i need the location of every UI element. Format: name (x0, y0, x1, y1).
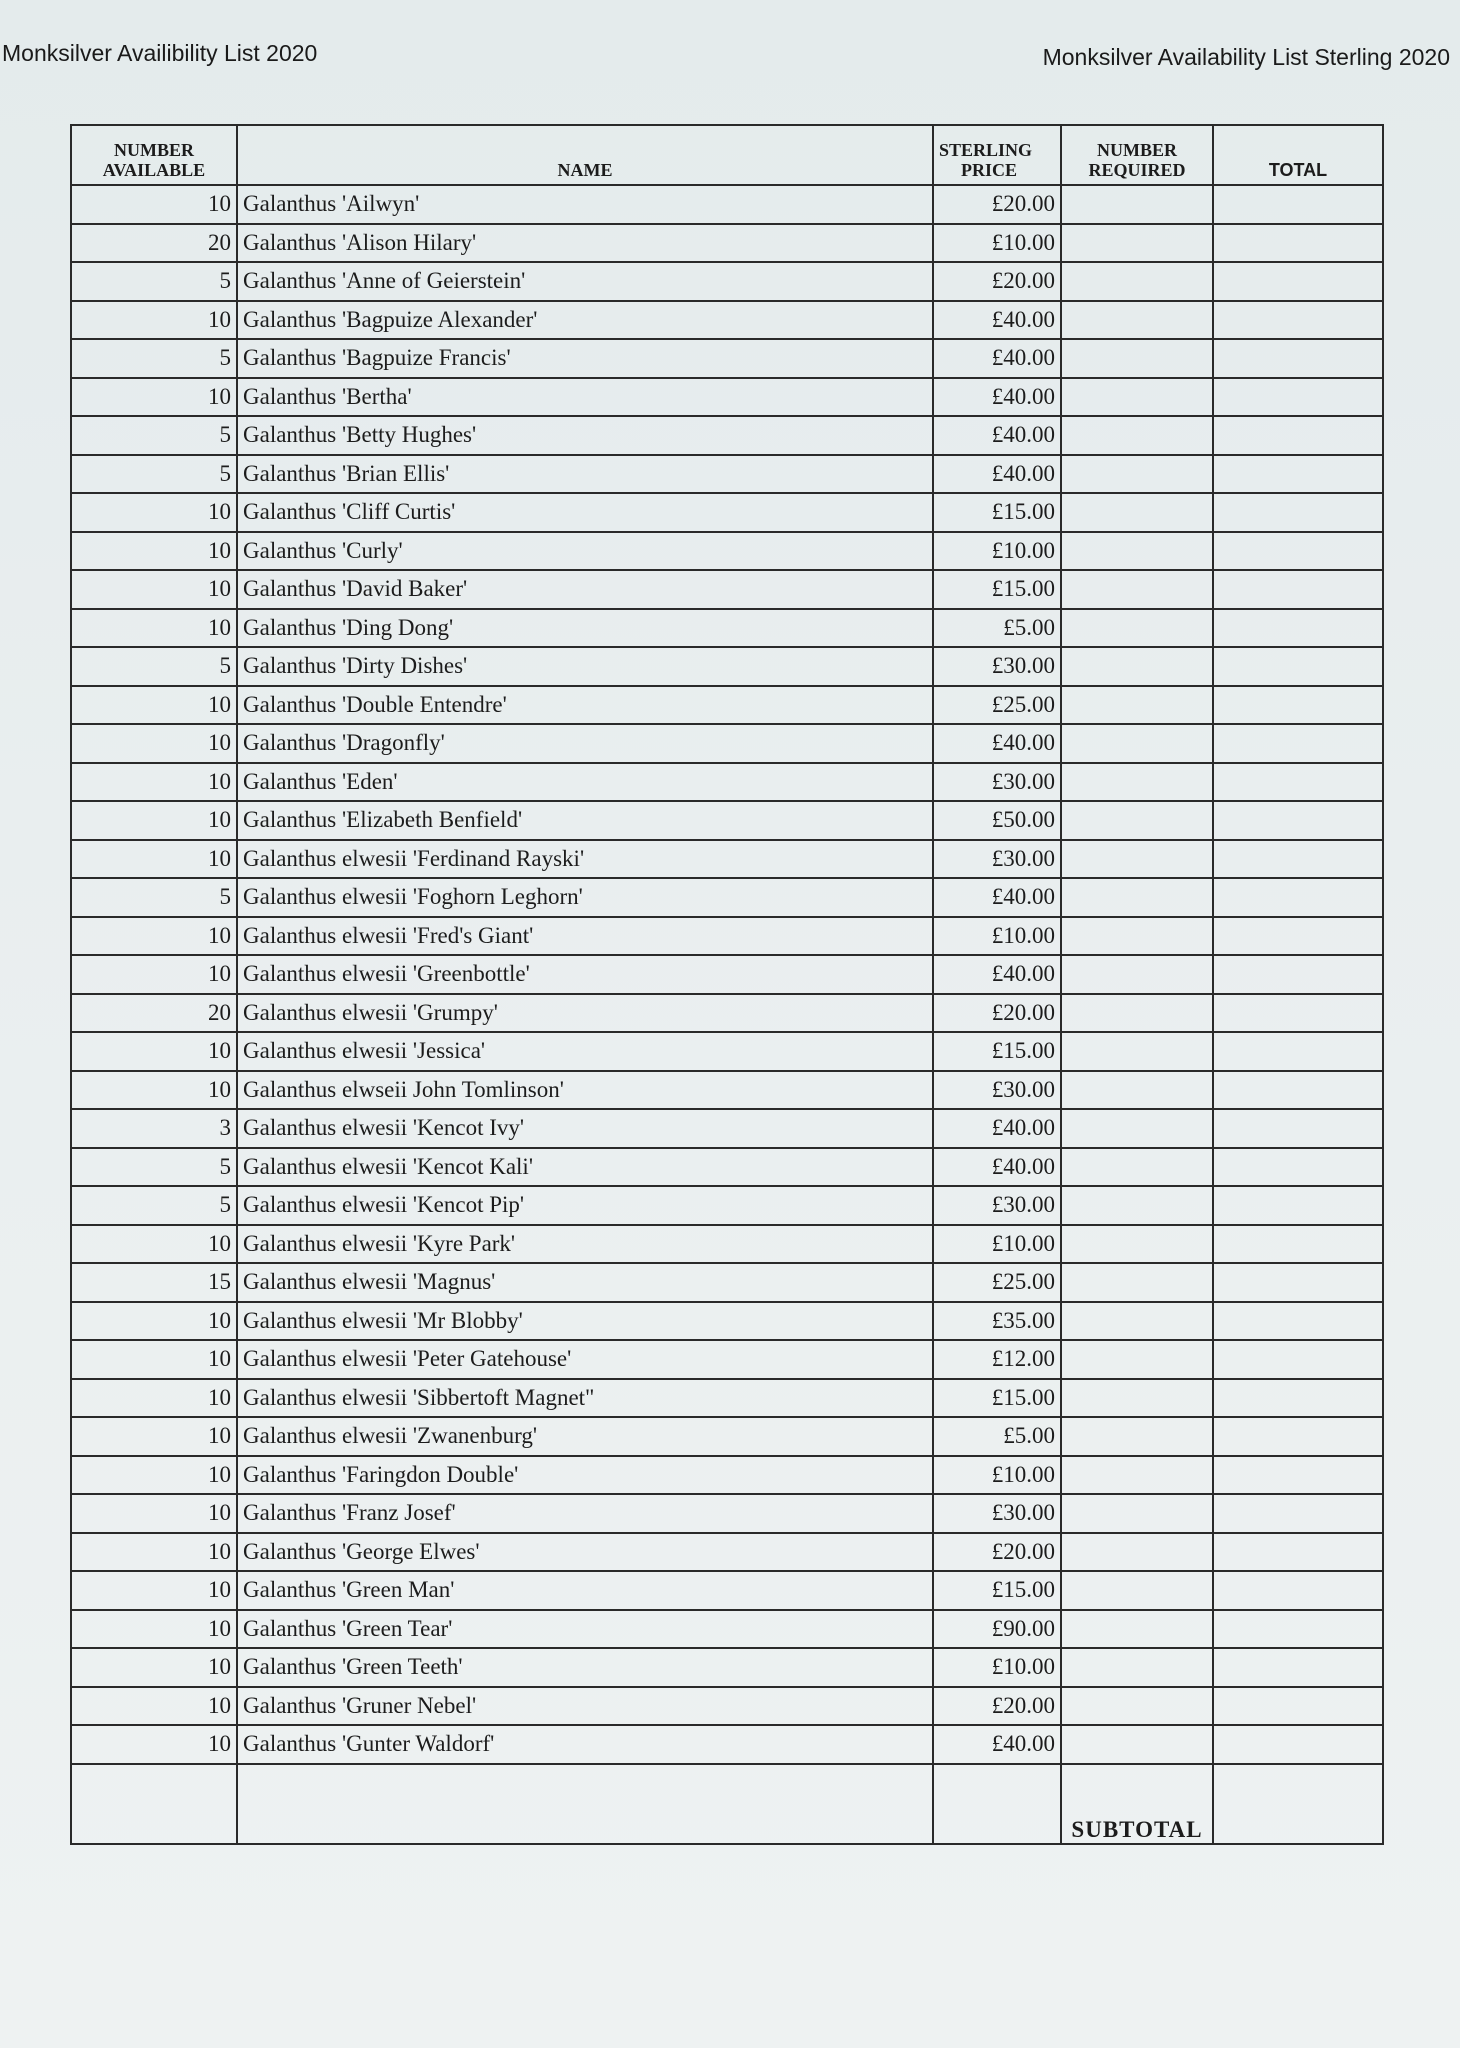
column-header-total (1213, 125, 1383, 185)
table-row (71, 1725, 1383, 1764)
cell-number-required[interactable] (1061, 262, 1213, 301)
cell-plant-name: Galanthus elwesii 'Magnus' (237, 1263, 933, 1302)
cell-sterling-price: £40.00 (933, 455, 1061, 494)
table-row (71, 724, 1383, 763)
cell-number-required[interactable] (1061, 609, 1213, 648)
cell-total (1213, 416, 1383, 455)
cell-plant-name: Galanthus 'Double Entendre' (237, 686, 933, 725)
cell-sterling-price: £40.00 (933, 1148, 1061, 1187)
cell-plant-name: Galanthus 'Alison Hilary' (237, 224, 933, 263)
cell-plant-name: Galanthus 'Eden' (237, 763, 933, 802)
cell-plant-name: Galanthus 'Bagpuize Alexander' (237, 301, 933, 340)
cell-number-required[interactable] (1061, 224, 1213, 263)
cell-plant-name: Galanthus 'Green Teeth' (237, 1648, 933, 1687)
cell-plant-name: Galanthus 'Green Tear' (237, 1610, 933, 1649)
cell-total (1213, 994, 1383, 1033)
cell-number-available: 10 (71, 1610, 237, 1649)
cell-total (1213, 339, 1383, 378)
cell-number-required[interactable] (1061, 1340, 1213, 1379)
table-row (71, 647, 1383, 686)
cell-number-available: 10 (71, 1456, 237, 1495)
cell-number-available: 10 (71, 378, 237, 417)
cell-sterling-price: £10.00 (933, 1225, 1061, 1264)
column-header-number-available (71, 125, 237, 185)
cell-number-available: 10 (71, 1417, 237, 1456)
cell-number-available: 10 (71, 1071, 237, 1110)
table-row (71, 1186, 1383, 1225)
page-header-right: Monksilver Availability List Sterling 2020 (1042, 44, 1450, 70)
column-header-line: STERLING (939, 139, 1033, 160)
table-row (71, 185, 1383, 224)
cell-number-required[interactable] (1061, 1687, 1213, 1726)
cell-number-available: 5 (71, 878, 237, 917)
cell-total (1213, 801, 1383, 840)
cell-number-available: 5 (71, 455, 237, 494)
cell-sterling-price: £10.00 (933, 1648, 1061, 1687)
cell-sterling-price: £30.00 (933, 1494, 1061, 1533)
cell-number-required[interactable] (1061, 1225, 1213, 1264)
cell-number-required[interactable] (1061, 878, 1213, 917)
cell-total (1213, 1533, 1383, 1572)
cell-number-required[interactable] (1061, 1610, 1213, 1649)
table-row (71, 416, 1383, 455)
cell-total (1213, 1148, 1383, 1187)
cell-number-available: 10 (71, 686, 237, 725)
cell-total (1213, 378, 1383, 417)
cell-number-available: 10 (71, 532, 237, 571)
cell-plant-name: Galanthus 'George Elwes' (237, 1533, 933, 1572)
cell-sterling-price: £20.00 (933, 994, 1061, 1033)
cell-number-required[interactable] (1061, 840, 1213, 879)
cell-number-available: 5 (71, 1148, 237, 1187)
cell-sterling-price: £35.00 (933, 1302, 1061, 1341)
table-row (71, 1687, 1383, 1726)
cell-total (1213, 570, 1383, 609)
cell-sterling-price: £15.00 (933, 1379, 1061, 1418)
cell-number-required[interactable] (1061, 1648, 1213, 1687)
table-row (71, 301, 1383, 340)
cell-sterling-price: £30.00 (933, 763, 1061, 802)
table-row (71, 493, 1383, 532)
cell-total (1213, 763, 1383, 802)
cell-number-required[interactable] (1061, 801, 1213, 840)
table-row (71, 686, 1383, 725)
cell-plant-name: Galanthus 'Bertha' (237, 378, 933, 417)
cell-total (1213, 301, 1383, 340)
table-row (71, 840, 1383, 879)
cell-plant-name: Galanthus 'Brian Ellis' (237, 455, 933, 494)
cell-number-required[interactable] (1061, 1263, 1213, 1302)
cell-number-available: 10 (71, 763, 237, 802)
availability-table (70, 124, 1384, 1845)
cell-total (1213, 455, 1383, 494)
cell-number-available: 10 (71, 1032, 237, 1071)
cell-number-required[interactable] (1061, 1148, 1213, 1187)
cell-sterling-price: £15.00 (933, 1032, 1061, 1071)
cell-plant-name: Galanthus elwesii 'Foghorn Leghorn' (237, 878, 933, 917)
cell-plant-name: Galanthus elwesii 'Kyre Park' (237, 1225, 933, 1264)
cell-number-available: 10 (71, 609, 237, 648)
cell-total (1213, 1225, 1383, 1264)
cell-plant-name: Galanthus 'Anne of Geierstein' (237, 262, 933, 301)
cell-number-available: 10 (71, 1725, 237, 1764)
cell-total (1213, 647, 1383, 686)
cell-plant-name: Galanthus elwesii 'Grumpy' (237, 994, 933, 1033)
cell-total (1213, 1071, 1383, 1110)
cell-number-required[interactable] (1061, 1417, 1213, 1456)
subtotal-blank-cell (933, 1764, 1061, 1844)
subtotal-label: SUBTOTAL (1061, 1764, 1213, 1844)
table-body (71, 185, 1383, 1764)
cell-total (1213, 1109, 1383, 1148)
cell-sterling-price: £30.00 (933, 647, 1061, 686)
cell-total (1213, 1687, 1383, 1726)
cell-plant-name: Galanthus elwesii 'Jessica' (237, 1032, 933, 1071)
cell-number-available: 3 (71, 1109, 237, 1148)
cell-plant-name: Galanthus 'Cliff Curtis' (237, 493, 933, 532)
cell-plant-name: Galanthus elwesii 'Sibbertoft Magnet" (237, 1379, 933, 1418)
cell-total (1213, 1186, 1383, 1225)
cell-total (1213, 1340, 1383, 1379)
cell-sterling-price: £5.00 (933, 1417, 1061, 1456)
table-row (71, 1417, 1383, 1456)
cell-number-required[interactable] (1061, 763, 1213, 802)
cell-sterling-price: £15.00 (933, 570, 1061, 609)
cell-sterling-price: £20.00 (933, 1687, 1061, 1726)
cell-number-available: 10 (71, 955, 237, 994)
cell-number-required[interactable] (1061, 724, 1213, 763)
cell-sterling-price: £30.00 (933, 1186, 1061, 1225)
cell-number-required[interactable] (1061, 1032, 1213, 1071)
cell-number-required[interactable] (1061, 378, 1213, 417)
table-row (71, 224, 1383, 263)
cell-number-available: 10 (71, 570, 237, 609)
subtotal-blank-cell (71, 1764, 237, 1844)
cell-number-required[interactable] (1061, 1456, 1213, 1495)
cell-plant-name: Galanthus elwesii 'Ferdinand Rayski' (237, 840, 933, 879)
table-row (71, 532, 1383, 571)
cell-sterling-price: £40.00 (933, 1109, 1061, 1148)
cell-number-required[interactable] (1061, 455, 1213, 494)
cell-plant-name: Galanthus 'Green Man' (237, 1571, 933, 1610)
cell-sterling-price: £10.00 (933, 1456, 1061, 1495)
cell-sterling-price: £40.00 (933, 416, 1061, 455)
cell-number-required[interactable] (1061, 917, 1213, 956)
subtotal-value-cell[interactable] (1213, 1764, 1383, 1844)
column-header-line: NUMBER (114, 139, 194, 160)
table-row (71, 1148, 1383, 1187)
cell-plant-name: Galanthus 'Dragonfly' (237, 724, 933, 763)
cell-number-available: 5 (71, 262, 237, 301)
cell-sterling-price: £30.00 (933, 840, 1061, 879)
cell-sterling-price: £40.00 (933, 1725, 1061, 1764)
cell-sterling-price: £20.00 (933, 1533, 1061, 1572)
cell-number-required[interactable] (1061, 1186, 1213, 1225)
cell-sterling-price: £90.00 (933, 1610, 1061, 1649)
cell-total (1213, 609, 1383, 648)
table-row (71, 1648, 1383, 1687)
cell-sterling-price: £40.00 (933, 378, 1061, 417)
cell-total (1213, 1456, 1383, 1495)
cell-plant-name: Galanthus elwesii 'Kencot Kali' (237, 1148, 933, 1187)
cell-sterling-price: £40.00 (933, 301, 1061, 340)
cell-plant-name: Galanthus elwesii 'Peter Gatehouse' (237, 1340, 933, 1379)
cell-number-available: 5 (71, 416, 237, 455)
cell-number-available: 10 (71, 1687, 237, 1726)
cell-number-available: 5 (71, 1186, 237, 1225)
column-header-line: NAME (557, 160, 613, 181)
cell-number-required[interactable] (1061, 647, 1213, 686)
cell-total (1213, 262, 1383, 301)
cell-number-required[interactable] (1061, 994, 1213, 1033)
cell-plant-name: Galanthus 'Dirty Dishes' (237, 647, 933, 686)
cell-total (1213, 1494, 1383, 1533)
cell-sterling-price: £40.00 (933, 878, 1061, 917)
cell-plant-name: Galanthus elwesii 'Mr Blobby' (237, 1302, 933, 1341)
cell-plant-name: Galanthus 'Ailwyn' (237, 185, 933, 224)
cell-number-available: 10 (71, 1225, 237, 1264)
table-row (71, 339, 1383, 378)
cell-sterling-price: £50.00 (933, 801, 1061, 840)
cell-number-available: 15 (71, 1263, 237, 1302)
cell-plant-name: Galanthus elwesii 'Zwanenburg' (237, 1417, 933, 1456)
cell-number-required[interactable] (1061, 416, 1213, 455)
table-row (71, 1571, 1383, 1610)
table-row (71, 609, 1383, 648)
cell-number-required[interactable] (1061, 185, 1213, 224)
column-header-sterling-price (933, 125, 1061, 185)
cell-number-required[interactable] (1061, 301, 1213, 340)
cell-number-required[interactable] (1061, 1725, 1213, 1764)
cell-number-available: 10 (71, 724, 237, 763)
table-row (71, 1456, 1383, 1495)
cell-number-available: 10 (71, 917, 237, 956)
cell-number-required[interactable] (1061, 686, 1213, 725)
cell-number-available: 10 (71, 185, 237, 224)
cell-plant-name: Galanthus elwesii 'Kencot Pip' (237, 1186, 933, 1225)
cell-number-required[interactable] (1061, 1494, 1213, 1533)
cell-total (1213, 955, 1383, 994)
subtotal-blank-cell (237, 1764, 933, 1844)
cell-total (1213, 1417, 1383, 1456)
cell-number-available: 5 (71, 647, 237, 686)
cell-plant-name: Galanthus elwesii 'Kencot Ivy' (237, 1109, 933, 1148)
table-header-row (71, 125, 1383, 185)
cell-number-available: 10 (71, 801, 237, 840)
cell-number-available: 10 (71, 1494, 237, 1533)
table-row (71, 1109, 1383, 1148)
table-row (71, 1610, 1383, 1649)
cell-sterling-price: £15.00 (933, 493, 1061, 532)
cell-total (1213, 224, 1383, 263)
column-header-line: REQUIRED (1088, 160, 1186, 181)
cell-sterling-price: £25.00 (933, 686, 1061, 725)
table-row (71, 1071, 1383, 1110)
cell-total (1213, 878, 1383, 917)
cell-total (1213, 1725, 1383, 1764)
column-header-number-required (1061, 125, 1213, 185)
column-header-line: TOTAL (1268, 160, 1328, 181)
cell-number-required[interactable] (1061, 955, 1213, 994)
cell-total (1213, 185, 1383, 224)
cell-number-available: 10 (71, 1302, 237, 1341)
cell-number-available: 10 (71, 1648, 237, 1687)
cell-total (1213, 1263, 1383, 1302)
table-row (71, 1379, 1383, 1418)
cell-number-required[interactable] (1061, 1379, 1213, 1418)
cell-plant-name: Galanthus elwesii 'Fred's Giant' (237, 917, 933, 956)
cell-total (1213, 1302, 1383, 1341)
page-header-left: Monksilver Availibility List 2020 (2, 40, 318, 66)
cell-sterling-price: £10.00 (933, 532, 1061, 571)
table-row (71, 1340, 1383, 1379)
cell-total (1213, 493, 1383, 532)
column-header-line: AVAILABLE (102, 160, 206, 181)
cell-total (1213, 724, 1383, 763)
cell-total (1213, 840, 1383, 879)
cell-plant-name: Galanthus 'Franz Josef' (237, 1494, 933, 1533)
table-row (71, 955, 1383, 994)
cell-number-available: 10 (71, 1340, 237, 1379)
cell-number-available: 5 (71, 339, 237, 378)
cell-plant-name: Galanthus 'Bagpuize Francis' (237, 339, 933, 378)
cell-total (1213, 917, 1383, 956)
cell-sterling-price: £20.00 (933, 262, 1061, 301)
cell-plant-name: Galanthus 'Ding Dong' (237, 609, 933, 648)
cell-number-required[interactable] (1061, 339, 1213, 378)
cell-sterling-price: £10.00 (933, 224, 1061, 263)
cell-sterling-price: £10.00 (933, 917, 1061, 956)
table-row (71, 570, 1383, 609)
cell-number-available: 10 (71, 1533, 237, 1572)
cell-total (1213, 532, 1383, 571)
cell-sterling-price: £12.00 (933, 1340, 1061, 1379)
cell-sterling-price: £40.00 (933, 339, 1061, 378)
cell-plant-name: Galanthus 'Gruner Nebel' (237, 1687, 933, 1726)
subtotal-row (71, 1764, 1383, 1844)
table-row (71, 455, 1383, 494)
cell-sterling-price: £30.00 (933, 1071, 1061, 1110)
table-row (71, 1263, 1383, 1302)
table-row (71, 763, 1383, 802)
cell-number-required[interactable] (1061, 1302, 1213, 1341)
cell-number-required[interactable] (1061, 1571, 1213, 1610)
table-row (71, 1533, 1383, 1572)
cell-number-available: 20 (71, 994, 237, 1033)
cell-total (1213, 1571, 1383, 1610)
cell-total (1213, 1032, 1383, 1071)
cell-sterling-price: £20.00 (933, 185, 1061, 224)
cell-number-available: 10 (71, 1571, 237, 1610)
cell-plant-name: Galanthus elwseii John Tomlinson' (237, 1071, 933, 1110)
table-row (71, 994, 1383, 1033)
table-row (71, 801, 1383, 840)
cell-total (1213, 1610, 1383, 1649)
table-row (71, 1032, 1383, 1071)
cell-number-required[interactable] (1061, 1533, 1213, 1572)
cell-plant-name: Galanthus 'Faringdon Double' (237, 1456, 933, 1495)
cell-sterling-price: £15.00 (933, 1571, 1061, 1610)
cell-number-required[interactable] (1061, 1071, 1213, 1110)
cell-number-available: 10 (71, 493, 237, 532)
cell-number-required[interactable] (1061, 493, 1213, 532)
cell-number-available: 10 (71, 301, 237, 340)
cell-sterling-price: £5.00 (933, 609, 1061, 648)
cell-plant-name: Galanthus elwesii 'Greenbottle' (237, 955, 933, 994)
cell-plant-name: Galanthus 'Elizabeth Benfield' (237, 801, 933, 840)
cell-total (1213, 686, 1383, 725)
cell-plant-name: Galanthus 'Curly' (237, 532, 933, 571)
table-row (71, 1225, 1383, 1264)
table-row (71, 378, 1383, 417)
cell-number-required[interactable] (1061, 570, 1213, 609)
cell-plant-name: Galanthus 'Gunter Waldorf' (237, 1725, 933, 1764)
column-header-line: PRICE (961, 160, 1018, 181)
column-header-name (237, 125, 933, 185)
table-row (71, 262, 1383, 301)
cell-total (1213, 1648, 1383, 1687)
table-row (71, 1494, 1383, 1533)
cell-sterling-price: £40.00 (933, 955, 1061, 994)
cell-number-available: 20 (71, 224, 237, 263)
cell-number-available: 10 (71, 840, 237, 879)
table-row (71, 917, 1383, 956)
cell-plant-name: Galanthus 'David Baker' (237, 570, 933, 609)
cell-plant-name: Galanthus 'Betty Hughes' (237, 416, 933, 455)
cell-sterling-price: £25.00 (933, 1263, 1061, 1302)
cell-number-required[interactable] (1061, 532, 1213, 571)
cell-number-required[interactable] (1061, 1109, 1213, 1148)
cell-sterling-price: £40.00 (933, 724, 1061, 763)
table-row (71, 1302, 1383, 1341)
cell-total (1213, 1379, 1383, 1418)
cell-number-available: 10 (71, 1379, 237, 1418)
table-row (71, 878, 1383, 917)
column-header-line: NUMBER (1097, 139, 1177, 160)
